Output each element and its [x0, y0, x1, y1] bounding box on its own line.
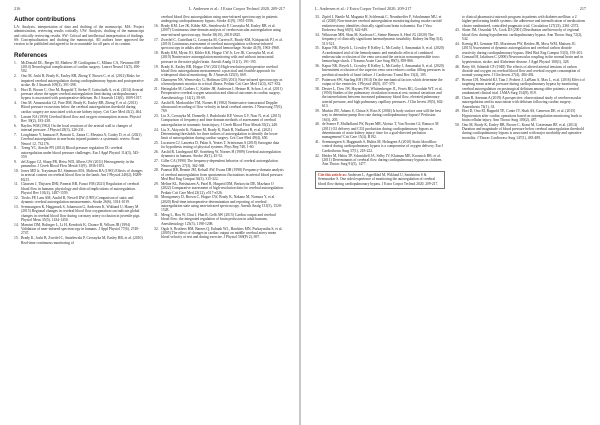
reference-item: [14, 115, 144, 124]
reference-number: 27.: [154, 159, 159, 164]
reference-number: 26.: [154, 150, 159, 155]
reference-list: [154, 15, 284, 240]
reference-item: [14, 133, 144, 146]
reference-number: 39.: [315, 108, 320, 113]
reference-number: 17.: [154, 37, 159, 42]
reference-text: Grenaad H, Jakobsen C (2006) Neurovascular coupling in the normal brain and in hypertension, stroke, and Alzheimer disease. J Appl Physiol 100(1), 328.: [462, 55, 583, 64]
reference-number: 24.: [154, 127, 159, 132]
reference-item: [315, 64, 445, 77]
reference-text: Lassen NA (1959) Cerebral blood flow and oxygen consumption in man. Physiol Rev 39(2), 183-238.: [21, 114, 141, 123]
reference-item: [315, 140, 445, 153]
reference-text: Svennungsen K, Haggmark S, Johansson G, Andersen K, Wiklund U, Haney M (2015) Regional changes in cerebral blood flow oxygenation can indicate global changes in cerebral blood flow during coronary artery occlusion in juvenile pigs. Physiol Meas 35(5), 1434-1450.: [21, 204, 141, 222]
reference-item: [14, 160, 144, 169]
reference-number: 31.: [154, 213, 159, 218]
reference-text: Tiecks FP, Lam AM, Aaslid R, Newell DW (1995) Comparison of static and dynamic cerebral autoregulation measurements. Stroke 26(6), 1014-1019.: [21, 195, 134, 205]
reference-number: [154, 15, 161, 24]
reference-number: 35.: [315, 46, 320, 51]
reference-text: Kapur NK, Reyelt L, Crowley P, Kelley L, McCarthy J, Annamalai S, et al. (2020) Intermittent occlusion of the superior vena cava reduces cardiac filling pressures in preclinical models of heart failure. J Cardiovasc Transl Res 13(2), 185.: [322, 64, 445, 77]
reference-number: 50.: [455, 122, 460, 127]
citation-label: Cite this article as:: [318, 173, 347, 178]
reference-item: [154, 38, 284, 51]
reference-text: Hori D, Brown C, Ono M, Rappold T, Sieber F, Gottschalk A, et al. (2014) Arterial pressure above the upper cerebral autoregulation limit during cardiopulmonary bypass is associated with postoperative delirium. Br J Anaesth 113(6), 1009-1017.: [21, 87, 144, 101]
reference-item: [315, 78, 445, 87]
reference-item: [14, 196, 144, 205]
reference-number: 20.: [154, 78, 159, 82]
right-column-2: [455, 15, 585, 141]
reference-number: 44.: [455, 41, 460, 46]
reference-text: Slater JM, Orszulak TA, Cook DJ (2001) Distribution and hierarchy of regional blood flow during hypothermic cardiopulmonary bypass. Ann Thorac Surg 72(2), 542.: [462, 28, 583, 42]
reference-item: [14, 74, 144, 87]
reference-item: [455, 15, 585, 28]
reference-item: [455, 42, 585, 55]
reference-text: Zweifel C, Castellani G, Czosnyka M, Carrera E, Brady KM, Kirkpatrick PJ, et al. (2010) Continuous assessment of cerebral autoregulation with near-infrared spectroscopy in adults after subarachnoid hemorrhage. Stroke 41(9), 1963-1968.: [161, 37, 283, 51]
reference-text: McDonald DL, Berger M, Mathew JP, Graffagnino C, Milano CA, Newman MF (2014) Neurological complications of cardiac surgery. Lancet Neurol 13(5), 490-502.: [21, 60, 141, 74]
reference-list: [14, 61, 144, 245]
reference-text: Bayliss WM (1902) On the local reactions of the arterial wall to changes of internal pressure. J Physiol 28(3), 220-231.: [21, 123, 133, 133]
reference-number: 34.: [315, 32, 320, 37]
reference-number: 49.: [455, 109, 460, 114]
reference-number: 8.: [14, 146, 17, 151]
reference-text: Claassen J, Thijssen DHJ, Panerai RB, Faraci FM (2021) Regulation of cerebral blood flow in humans: physiology and clinical implications of autoregulation. Physiol Rev 101(4), 1487-1559.: [21, 182, 140, 196]
reference-item: [154, 182, 284, 195]
reference-item: [315, 122, 445, 139]
reference-text: Jones MD Jr, Traystman RJ, Simmons MA, Molteni RA (1981) Effects of changes in arterial content on cerebral blood flow in the lamb. Am J Physiol 240(2), H209-H215.: [21, 168, 143, 182]
left-page: [0, 0, 299, 425]
citation-box: [315, 171, 445, 189]
reference-text: Mancini DM, Bolinger L, Li H, Kendrick K, Chance B, Wilson JR (1994) Validation of near-infrared spectroscopy in humans. J Appl Physiol 77(6), 2740-2747.: [21, 222, 140, 236]
reference-number: 41.: [315, 140, 320, 145]
right-running-header: L. Andersen et al.: J Extra Corpor Technol 2020, 209-217: [315, 6, 412, 11]
reference-number: 30.: [154, 195, 159, 200]
reference-item: [315, 15, 445, 32]
right-page: [301, 0, 600, 425]
reference-number: 15.: [14, 236, 19, 241]
reference-text: Ogoh S, Brothers RM, Barnes Q, Eubank WL, Hawkins MN, Purkayastha S, et al. (2005) The effect of changes in cardiac output on middle cerebral artery mean blood velocity at rest and during exercise. J Physiol 569(Pt 2), 697.: [161, 226, 283, 240]
reference-text: Longhitano Y, Iannuzzi F, Bonatti G, Zanza C, Messina A, Godoy D, et al. (2021) Cerebral autoregulation in non-brain injured patients: a systematic review. Front Neurol 12, 732176.: [21, 132, 142, 146]
reference-text: Brady KM, Lee JK, Kibler KK, Smielewski P, Czosnyka M, Easley RB, et al. (2007) Continuous time-domain analysis of cerebrovascular autoregulation using near-infrared spectroscopy. Stroke 38(10), 2818-2825.: [161, 24, 281, 37]
reference-text: Betty SS, Schmidt CF (1948) The effects of altered arterial tensions of carbon dioxide and oxygen on cerebral blood flow and cerebral oxygen consumption of normal young men. J Clin Invest 27(4), 484-492.: [462, 64, 581, 78]
reference-item: [154, 24, 284, 37]
reference-number: 9.: [14, 159, 17, 164]
reference-text: Zipfel J, Bantle M, Magunia H, Schlensak C, Neunhoeffer F, Schuhmann MU, et al. (2020) Non-invasive cerebral autoregulation monitoring during awake carotid endarterectomy identifies clinically significant brain ischaemia. Eur J Vasc Endovasc Surg 60(5), 642-649.: [322, 15, 442, 33]
reference-text: Patterson SW, Starling EH (1914) On the mechanical factors which determine the output of the ventricles. J Physiol 48(5), 357-379.: [322, 77, 443, 86]
reference-item: [154, 65, 284, 78]
reference-item: [455, 109, 585, 122]
reference-number: 19.: [154, 64, 159, 69]
reference-text: Koenig HJ, Gemmer ED, Mortensen PW, Reiden JR, Moss WM, Mattsen JG (2015) Assessment of dynamic autoregulation and cerebral carbon dioxide reactivity during cardiopulmonary bypass. Med Biol Eng Comput 53(3), 193-201.: [462, 41, 584, 55]
reference-item: [455, 78, 585, 95]
right-column-1: [315, 15, 445, 189]
reference-item: [154, 15, 284, 24]
reference-item: [14, 88, 144, 101]
reference-text: Brady KM, Mytar JO, Kibler KK, Hogue CW Jr, Lee JK, Czosnyka M, et al. (2010) Noninvasive autoregulation monitoring with and without intracranial pressure in the naive piglet brain. Anesth Analg 111(1), 191-195.: [161, 51, 275, 64]
reference-number: 7.: [14, 132, 17, 137]
reference-text: Montgomery D, Brown C, Hogue CW, Brady K, Nakano M, Nomura Y, et al. (2020) Real-time intraoperative determination and reporting of cerebral autoregulation state using near-infrared spectroscopy. Anesth Analg 131(5), 1520-1528.: [161, 195, 282, 213]
reference-number: 4.: [14, 101, 17, 106]
reference-item: [14, 205, 144, 222]
reference-number: 28.: [154, 168, 159, 173]
reference-number: 14.: [14, 222, 19, 227]
reference-text: Chan B, Aneman A (2019) A prospective, observational study of cerebrovascular autoregulation and its association with delirium following cardiac surgery. Anaesthesia 74(1), 33.: [462, 95, 582, 109]
right-header: [315, 6, 586, 14]
reference-number: 36.: [315, 64, 320, 69]
reference-number: 21.: [154, 87, 159, 92]
reference-number: 38.: [315, 86, 320, 91]
reference-text: Brady K, Easley RB, Hogue CW (2021) High-resolution perioperative cerebral blood flow autoregulation measurement: a practical and feasible approach for widespread clinical monitoring. Br J Anaesth 125(5), 669.: [161, 64, 278, 78]
reference-item: [455, 96, 585, 109]
reference-item: [154, 51, 284, 64]
reference-number: 47.: [455, 78, 460, 82]
reference-number: 33.: [315, 15, 320, 19]
reference-item: [154, 195, 284, 212]
reference-item: [154, 87, 284, 100]
reference-item: [315, 154, 445, 167]
contributions-heading: Author contributions: [14, 16, 76, 23]
reference-item: [154, 227, 284, 240]
reference-number: 13.: [14, 204, 19, 209]
reference-number: 23.: [154, 114, 159, 119]
reference-text: to clinical pharmacist outreach program in patients with diabetes mellitus: a 2 higher-performing health systems: the adherence and intensification of medications cluster randomized, controlled pragmatic trial. Circulation 127(23), 2361-2372.: [462, 15, 586, 28]
reference-number: 2.: [14, 74, 17, 79]
reference-text: Panerai RB, Rennie JM, Kelsall AW, Evans DH (1998) Frequency-domain analysis of cerebral autoregulation from spontaneous fluctuations in arterial blood pressure. Med Biol Eng Comput 36(3), 315-322.: [161, 168, 284, 182]
reference-text: Dexter L, Dow JW, Haynes FW, Whittenberger JL, Ferris BG, Goodale WT, et al. (1950) Studies of the pulmonary circulation in man at rest; normal variations and the interrelations between increased pulmonary blood flow, elevated pulmonary arterial pressure, and high pulmonary capillary pressures. J Clin Invest 29(5), 602-613.: [322, 86, 444, 109]
reference-text: de Somer F, Mulholland JW, Bryan MR, Aloisio T, Van Nooten GJ, Ranucci M (2011) O2 delivery and CO2 production during cardiopulmonary bypass as determinants of acute kidney injury: time for a goal-directed perfusion management? Crit Care 15(4), R192.: [322, 122, 439, 140]
reference-number: 45.: [455, 55, 460, 60]
reference-item: [14, 169, 144, 182]
left-column-2: [154, 15, 284, 240]
reference-text: Meng L, Hou W, Chui J, Han R, Gelb AW (2015) Cardiac output and cerebral blood flow: the integrated regulation of brain perfusion in adult humans. Anesthesiology 123(5), 1198-1208.: [161, 213, 276, 226]
reference-list: [315, 15, 445, 167]
reference-text: Ghanayem NS, Wernovsky G, Hoffman GM (2011) Near-infrared spectroscopy as a hemodynamic monitor in critical illness. Pediatr Crit Care Med 12(4), S27-S32.: [161, 78, 283, 87]
reference-text: Ono M, Brady K, Easley RB, Brown C, Kraut M, Gottesman RF, et al. (2014) Duration and magnitude of blood pressure below cerebral autoregulation threshold during cardiopulmonary bypass is associated with major morbidity and operative mortality. J Thorac Cardiovasc Surg 147(1), 483-489.: [462, 122, 584, 140]
reference-item: [154, 141, 284, 150]
reference-item: [315, 87, 445, 109]
reference-number: [455, 15, 462, 28]
reference-number: 43.: [455, 28, 460, 33]
reference-item: [14, 146, 144, 159]
reference-item: [455, 65, 585, 78]
reference-item: [154, 168, 284, 181]
reference-item: [14, 236, 144, 245]
left-page-number: 216: [14, 6, 21, 11]
reference-number: 3.: [14, 87, 17, 92]
reference-number: 11.: [14, 182, 19, 187]
reference-number: 48.: [455, 95, 460, 100]
left-column-1: [14, 15, 144, 245]
reference-text: Heringlake M, Garbers C, Kabler JH, Anderson I, Heinze H, Schon J, et al. (2011) Preoperative cerebral oxygen saturation and clinical outcomes in cardiac surgery. Anesthesiology 114(1), 58-69.: [161, 87, 283, 100]
reference-item: [315, 33, 445, 46]
left-header: [14, 6, 285, 14]
reference-number: 10.: [14, 168, 19, 173]
reference-text: Ono M, Joshi B, Brady K, Easley RB, Zheng Y, Brown C, et al. (2012) Risks for impaired cerebral autoregulation during cardiopulmonary bypass and postoperative stroke. Br J Anaesth 109(3), 391-398.: [21, 74, 144, 87]
reference-item: [315, 46, 445, 63]
reference-number: 46.: [455, 64, 460, 69]
reference-item: [154, 128, 284, 141]
reference-number: 5.: [14, 114, 17, 119]
reference-text: Liu X, Czosnyka M, Donnelly J, Budohoski KP, Varsos GV, Nasr N, et al. (2015) Comparison of frequency and time domain methods of assessment of cerebral autoregulation in traumatic brain injury. J Cereb Blood Flow Metab 35(2), 248.: [161, 114, 281, 127]
reference-text: Wiktorsen MH, Skau M, Karlsson C, Steine Hansen A, Heaf JG (2020) The frequency of clinically significant haemodynamic instability. Kidney Int Rep 5(4), 513-521.: [322, 32, 444, 46]
reference-number: 16.: [154, 24, 159, 29]
reference-text: Brown CH, Neufeld KJ, Tian J, Probert J, LaFlam A, Max L, et al. (2016) Effect of targeting mean arterial pressure during cardiopulmonary bypass by monitoring cerebral autoregulation on postsurgical delirium among older patients: a nested randomized clinical trial. JAMA Surg 154(9), 819.: [462, 78, 585, 96]
reference-text: Murkin JM, Adams S, Chiara S, Ross K (2004) Is body surface area still the best way to determine pump flow rate during cardiopulmonary bypass? Perfusion 16(3), 205.: [322, 108, 442, 122]
reference-number: 12.: [14, 195, 19, 200]
reference-text: Tzeng YC, Ainslie PN (2014) Blood pressure regulation IX: cerebral autoregulation under blood pressure challenges. Eur J Appl Physiol 114(3), 545-559.: [21, 146, 140, 159]
reference-item: [14, 101, 144, 114]
reference-item: [315, 109, 445, 122]
reference-number: 40.: [315, 122, 320, 127]
right-page-number: 217: [579, 6, 586, 11]
reference-text: Brady K, Joshi B, Zweifel C, Smielewski P, Czosnyka M, Easley RB, et al. (2010) Real-time continuous monitoring of: [21, 236, 143, 245]
reference-item: [154, 159, 284, 168]
reference-item: [14, 124, 144, 133]
reference-number: 18.: [154, 51, 159, 56]
reference-text: del Zoppo GJ, Sharp FR, Heiss WD, Albers GW (2011) Heterogeneity in the penumbra. J Cereb Blood Flow Metab 31(9), 1836-1851.: [21, 159, 135, 169]
reference-text: Ono M, Arnaoutakis GJ, Fine DM, Brady K, Easley RB, Zheng Y, et al. (2013) Blood pressure excursions below the cerebral autoregulation threshold during cardiac surgery are associated with acute kidney injury. Crit Care Med 41(2), 464.: [21, 101, 143, 114]
reference-text: cerebral blood flow autoregulation using near-infrared spectroscopy in patients undergoing cardiopulmonary bypass. Stroke 41(9), 1951-1956.: [161, 15, 278, 24]
reference-number: 32.: [154, 226, 159, 231]
reference-number: 37.: [315, 77, 320, 82]
reference-item: [14, 182, 144, 195]
reference-text: Liu X, Akiyoshi K, Nakano M, Brady K, Bush B, Nadkarni R, et al. (2021) Determining thresholds for three indices of autoregulation to identify the lower limit of autoregulation during cardiac surgery. Crit Care Med 49(4), 650.: [161, 127, 278, 141]
reference-number: 1.: [14, 60, 17, 65]
contributions-text: LA: Analysis, interpretation of data and drafting of the manuscript. MA: Project administration, reviewing results critically. UW: Analysis, drafting of the manuscript and critically reviewing results. SW: Critical and intellectual interpretation of findings. SS: Conceptualization and drafting the manuscript. All authors have approved the version to be published and agreed to be accountable for all parts of its content.: [14, 25, 144, 47]
reference-item: [154, 114, 284, 127]
references-heading: References: [14, 51, 48, 59]
reference-number: 22.: [154, 100, 159, 105]
reference-text: Aaslid R, Markwalder TM, Nornes H (1982) Noninvasive transcranial Doppler ultrasound recording of flow velocity in basal cerebral arteries. J Neurosurg 57(6), 769.: [161, 100, 283, 114]
reference-number: 42.: [315, 153, 320, 158]
reference-item: [154, 101, 284, 114]
reference-item: [455, 123, 585, 140]
citation-text: Andersen L, Appelblad M, Wiklund U, Sandström S & Svenmarker S. One sided experience of monitoring the autoregulation of cerebral blood flow during cardiopulmonary bypass. J Extra Corpor Technol 2020, 209-217.: [318, 173, 439, 186]
reference-list: [455, 15, 585, 140]
reference-text: Lucassen CJ, Lanzeira D, Palan A, Yeates T, Srinivasan A (2018) Surrogate data for hypothesis testing of physical systems. Phys Rep 748, 1-60.: [161, 141, 280, 150]
left-running-header: L. Andersen et al.: J Extra Corpor Technol 2020, 209-217: [188, 6, 285, 11]
reference-item: [14, 61, 144, 74]
reference-number: 6.: [14, 123, 17, 128]
reference-item: [154, 150, 284, 159]
reference-text: Aaslid R, Lindegaard KF, Sorteberg W, Nornes H (1989) Cerebral autoregulation dynamics in humans. Stroke 20(1), 45-52.: [161, 150, 281, 159]
reference-text: Meline KL, Beishuizen A, Patel R, Haspeid DM, Berkowitz DE, Mazhara O (2022) Comparative assessment of high-resolution data for cerebral autoregulation. Pediatr Crit Care Med 23(12), e517-e526.: [161, 181, 284, 195]
reference-number: 25.: [154, 141, 159, 145]
reference-text: Svennungsen S, Haggmark S, Hultin M, Holmgren A (2010) Static bloodflow control during cardiopulmonary bypass is a compromise of oxygen delivery. Eur J Cardiothorac Surg 37(1), 218-222.: [322, 140, 444, 153]
reference-item: [14, 223, 144, 236]
reference-item: [154, 213, 284, 226]
reference-text: Giller CA (1990) The frequency-dependent behavior of cerebral autoregulation. Neurosurgery 27(3), 362-368.: [161, 159, 279, 168]
reference-text: Heider M, Helou TP, Schmidtell JA, Selby JV, Klaiman ME, Krosnick BR, et al. (2011) Determinants of cerebral flow during cardiopulmonary bypass in children. Ann Thorac Surg 91(5), 1477.: [322, 153, 443, 167]
reference-text: Kapur NK, Reyelt L, Crowley P, Kelley L, McCarthy J, Annamalai S, et al. (2020) A randomized trial of the hemodynamic and metabolic effects of combined endovascular occlusion of the vena cava and the aorta in noncompressible torso hemorrhage shock. J Trauma Acute Care Surg 89(5), 858-866.: [322, 46, 444, 64]
reference-text: Hori D, Ono M, Rappold TE, Conte JV, Shah AS, Cameron DE, et al. (2015) Hypotension after cardiac operations based on autoregulation monitoring leads to brain cellular injury. Ann Thorac Surg 100(2), 487.: [462, 109, 583, 122]
reference-item: [455, 55, 585, 64]
reference-item: [455, 28, 585, 41]
reference-item: [154, 78, 284, 87]
reference-number: 29.: [154, 181, 159, 186]
